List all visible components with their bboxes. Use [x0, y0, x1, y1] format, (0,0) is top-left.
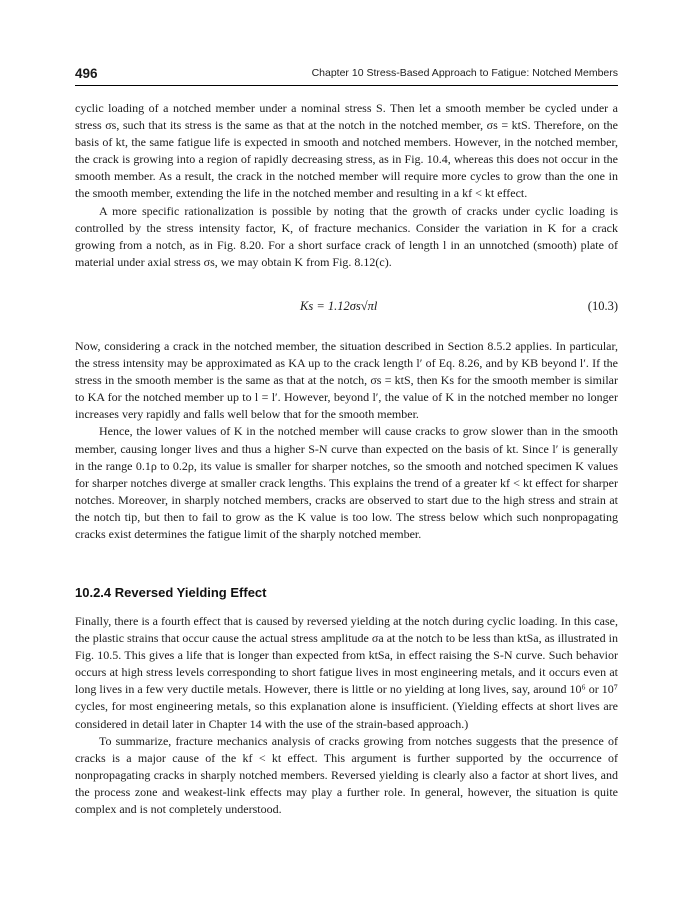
- paragraph: A more specific rationalization is possible by noting that the growth of cracks under cyclic loading is controlled by the stress intensity factor, K, of fracture mechanics. Consider the variation in K for a crack growing from a notch, as in Fig. 8.20. For a short surface crack of length l in an unnotched (smooth) plate of material under axial stress σs, we may obtain K from Fig. 8.12(c).: [75, 203, 618, 269]
- text-block-2: [75, 338, 618, 543]
- paragraph: cyclic loading of a notched member under a nominal stress S. Then let a smooth member be cycled under a stress σs, such that its stress is the same as that at the notch in the notched member, σs = ktS. Therefore, on the basis of kt, the same fatigue life is expected in smooth and notched members. However, in the notched member, the crack is growing into a region of rapidly decreasing stress, as in Fig. 10.4, whereas this does not occur in the smooth member. As a result, the crack in the notched member will require more cycles to grow than the one in the smooth member, extending the life in the notched member and resulting in a kf < kt effect.: [75, 101, 618, 201]
- paragraph: To summarize, fracture mechanics analysis of cracks growing from notches suggests that the presence of cracks is a major cause of the kf < kt effect. This argument is further supported by the occurrence of nonpropagating cracks in sharply notched members. Reversed yielding is clearly also a factor at short lives, and the process zone and weakest-link effects may play a further role. In general, however, the situation is quite complex and is not completely understood.: [75, 733, 618, 817]
- header-rule: [75, 85, 618, 86]
- equation-expression: Ks = 1.12σs√πl: [300, 299, 378, 313]
- page-header: [75, 66, 618, 84]
- paragraph: Hence, the lower values of K in the notched member will cause cracks to grow slower than in the smooth member, causing longer lives and thus a higher S-N curve than expected on the basis of kt. Since l′ is generally in the range 0.1ρ to 0.2ρ, its value is smaller for sharper notches, so the smooth and notched specimen K values for sharper notches diverge at smaller crack lengths. This explains the trend of a greater kf < kt effect for sharper notches. Moreover, in sharply notched members, cracks are observed to start due to the high stress and strain at the notch tip, but then to fail to grow as the K value is too low. The stress below which such nonpropagating cracks exist determines the fatigue limit of the sharply notched member.: [75, 424, 618, 542]
- page-number: 496: [75, 66, 98, 81]
- equation-10-3: [75, 299, 618, 319]
- paragraph: Now, considering a crack in the notched member, the situation described in Section 8.5.2 applies. In particular, the stress intensity may be approximated as KA up to the crack length l′ of Eq. 8.26, and by KB beyond l′. If the stress in the smooth member is the same as that at the notch, σs = ktS, then Ks for the smooth member is similar to KA for the notched member up to l = l′. However, beyond l′, the value of K in the notched member no longer increases very rapidly and falls well below that for the smooth member.: [75, 339, 618, 422]
- equation-number: (10.3): [587, 299, 618, 313]
- section-heading: 10.2.4 Reversed Yielding Effect: [75, 585, 267, 600]
- running-head: Chapter 10 Stress-Based Approach to Fatigue: Notched Members: [311, 67, 618, 79]
- text-block-3: [75, 613, 618, 818]
- text-block-1: [75, 100, 618, 271]
- paragraph: Finally, there is a fourth effect that is caused by reversed yielding at the notch during cyclic loading. In this case, the plastic strains that occur cause the actual stress amplitude σa at the notch to be less than ktSa, as illustrated in Fig. 10.5. This gives a life that is longer than expected from ktSa, in effect raising the S-N curve. Such behavior occurs at high stress levels corresponding to short fatigue lives in most engineering metals, and it occurs even at long lives in a few very ductile metals. However, there is little or no yielding at long lives, say, around 10⁶ or 10⁷ cycles, for most engineering metals, so this explanation alone is insufficient. (Yielding effects at short lives are considered in detail later in Chapter 14 with the use of the strain-based approach.): [75, 614, 618, 731]
